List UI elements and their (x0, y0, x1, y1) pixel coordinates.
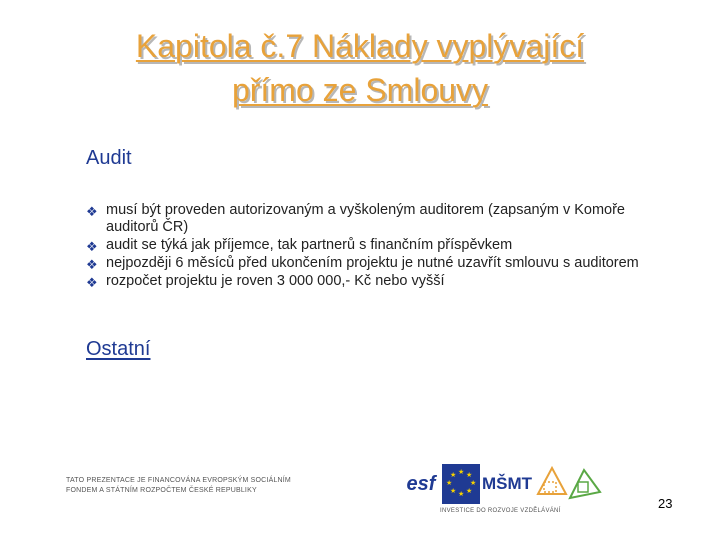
msmt-logo: MŠMT (481, 474, 533, 493)
bullet-item (86, 202, 666, 236)
bullet-item (86, 273, 666, 290)
bullet-text: musí být proveden autorizovaným a vyškoleným auditorem (zapsaným v Komoře auditorů ČR) (106, 202, 625, 235)
bullet-item (86, 237, 666, 254)
diamond-bullet-icon: ❖ (86, 204, 98, 219)
funding-line-1: TATO PREZENTACE JE FINANCOVÁNA EVROPSKÝM SOCIÁLNÍM (66, 477, 291, 484)
section-heading-other[interactable]: Ostatní (86, 338, 151, 360)
bullet-list (86, 202, 666, 291)
section-heading-audit: Audit (86, 147, 132, 169)
diamond-bullet-icon: ❖ (86, 275, 98, 290)
diamond-bullet-icon: ❖ (86, 239, 98, 254)
esf-logo: esf (406, 472, 436, 495)
slide-title-line-1: Kapitola č.7 Náklady vyplývající (135, 28, 585, 64)
op-vk-logo-icon (534, 464, 604, 504)
bullet-text: rozpočet projektu je roven 3 000 000,- Kč nebo vyšší (106, 273, 445, 289)
bullet-text: audit se týká jak příjemce, tak partnerů s finančním příspěvkem (106, 237, 513, 253)
page-number: 23 (658, 496, 673, 511)
funding-logos (404, 462, 608, 504)
funding-line-2: FONDEM A STÁTNÍM ROZPOČTEM ČESKÉ REPUBLIKY (66, 487, 257, 494)
slide-title-line-2: přímo ze Smlouvy (231, 72, 489, 108)
funding-statement (66, 476, 386, 496)
slide-title (60, 24, 660, 112)
bullet-text: nejpozději 6 měsíců před ukončením projektu je nutné uzavřít smlouvu s auditorem (106, 255, 639, 271)
logo-caption: INVESTICE DO ROZVOJE VZDĚLÁVÁNÍ (440, 508, 561, 514)
diamond-bullet-icon: ❖ (86, 257, 98, 272)
eu-flag-icon: ★ ★ ★ ★ ★ ★ ★ ★ (442, 464, 480, 504)
bullet-item (86, 255, 666, 272)
